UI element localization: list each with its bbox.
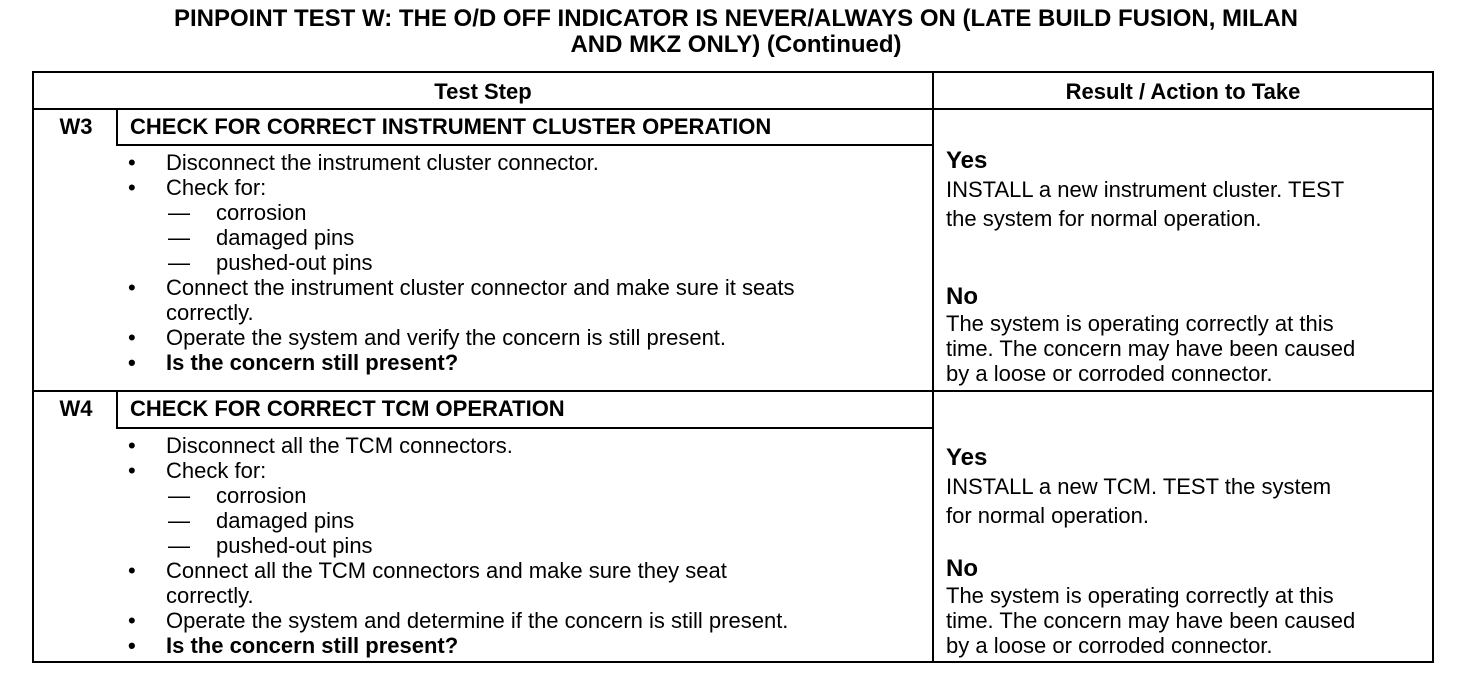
list-item: • Disconnect all the TCM connectors. <box>122 433 922 458</box>
w4-title-divider <box>116 427 932 429</box>
list-item-continuation: correctly. <box>166 583 254 608</box>
column-divider <box>932 73 934 661</box>
step-instructions-w4 <box>122 433 922 658</box>
list-item: — pushed-out pins <box>168 250 373 275</box>
step-id-w3: W3 <box>59 114 93 139</box>
column-header-result: Result / Action to Take <box>1065 79 1301 104</box>
no-action-line: by a loose or corroded connector. <box>946 633 1273 658</box>
dash-marker: — <box>168 483 190 508</box>
step-id-w4: W4 <box>59 396 93 421</box>
list-item: — damaged pins <box>168 225 355 250</box>
list-item: • Check for: <box>122 175 922 200</box>
list-item: — pushed-out pins <box>168 533 373 558</box>
result-w3-no <box>946 283 1426 386</box>
yes-action-line: INSTALL a new instrument cluster. TEST <box>946 177 1345 202</box>
dash-marker: — <box>168 225 190 250</box>
list-item-continuation: correctly. <box>166 300 254 325</box>
page-title <box>0 6 1472 58</box>
question-item: • Is the concern still present? <box>122 633 922 658</box>
step-title-w3: CHECK FOR CORRECT INSTRUMENT CLUSTER OPERATION <box>130 114 772 139</box>
question-item: • Is the concern still present? <box>122 350 922 375</box>
result-w4-no <box>946 555 1426 658</box>
no-action-line: time. The concern may have been caused <box>946 608 1356 633</box>
yes-action-line: for normal operation. <box>946 503 1149 528</box>
list-item: • Connect all the TCM connectors and make sure they seat <box>122 558 922 583</box>
no-label: No <box>946 555 978 582</box>
column-header-test-step: Test Step <box>434 79 532 104</box>
w3-title-divider <box>116 144 932 146</box>
list-item: • Disconnect the instrument cluster connector. <box>122 150 922 175</box>
list-item: • Connect the instrument cluster connector and make sure it seats <box>122 275 922 300</box>
yes-label: Yes <box>946 147 988 174</box>
no-action-line: The system is operating correctly at this <box>946 583 1334 608</box>
list-item: • Operate the system and verify the concern is still present. <box>122 325 922 350</box>
no-action-line: by a loose or corroded connector. <box>946 361 1273 386</box>
no-label: No <box>946 283 978 310</box>
dash-marker: — <box>168 533 190 558</box>
dash-marker: — <box>168 508 190 533</box>
list-item: — corrosion <box>168 483 307 508</box>
pinpoint-test-table <box>32 71 1434 663</box>
page-title-line-2: AND MKZ ONLY) (Continued) <box>570 31 902 58</box>
page-title-line-1: PINPOINT TEST W: THE O/D OFF INDICATOR IS NEVER/ALWAYS ON (LATE BUILD FUSION, MILAN <box>173 5 1299 32</box>
yes-label: Yes <box>946 444 988 471</box>
no-action-line: The system is operating correctly at this <box>946 311 1334 336</box>
list-item: • Operate the system and determine if the concern is still present. <box>122 608 922 633</box>
list-item: • Check for: <box>122 458 922 483</box>
step-title-w4: CHECK FOR CORRECT TCM OPERATION <box>130 396 565 421</box>
result-w4-yes <box>946 444 1426 530</box>
step-instructions-w3 <box>122 150 922 375</box>
dash-marker: — <box>168 200 190 225</box>
yes-action-line: the system for normal operation. <box>946 206 1262 231</box>
no-action-line: time. The concern may have been caused <box>946 336 1356 361</box>
list-item: — damaged pins <box>168 508 355 533</box>
list-item: — corrosion <box>168 200 307 225</box>
result-w3-yes <box>946 147 1426 233</box>
dash-marker: — <box>168 250 190 275</box>
yes-action-line: INSTALL a new TCM. TEST the system <box>946 474 1332 499</box>
